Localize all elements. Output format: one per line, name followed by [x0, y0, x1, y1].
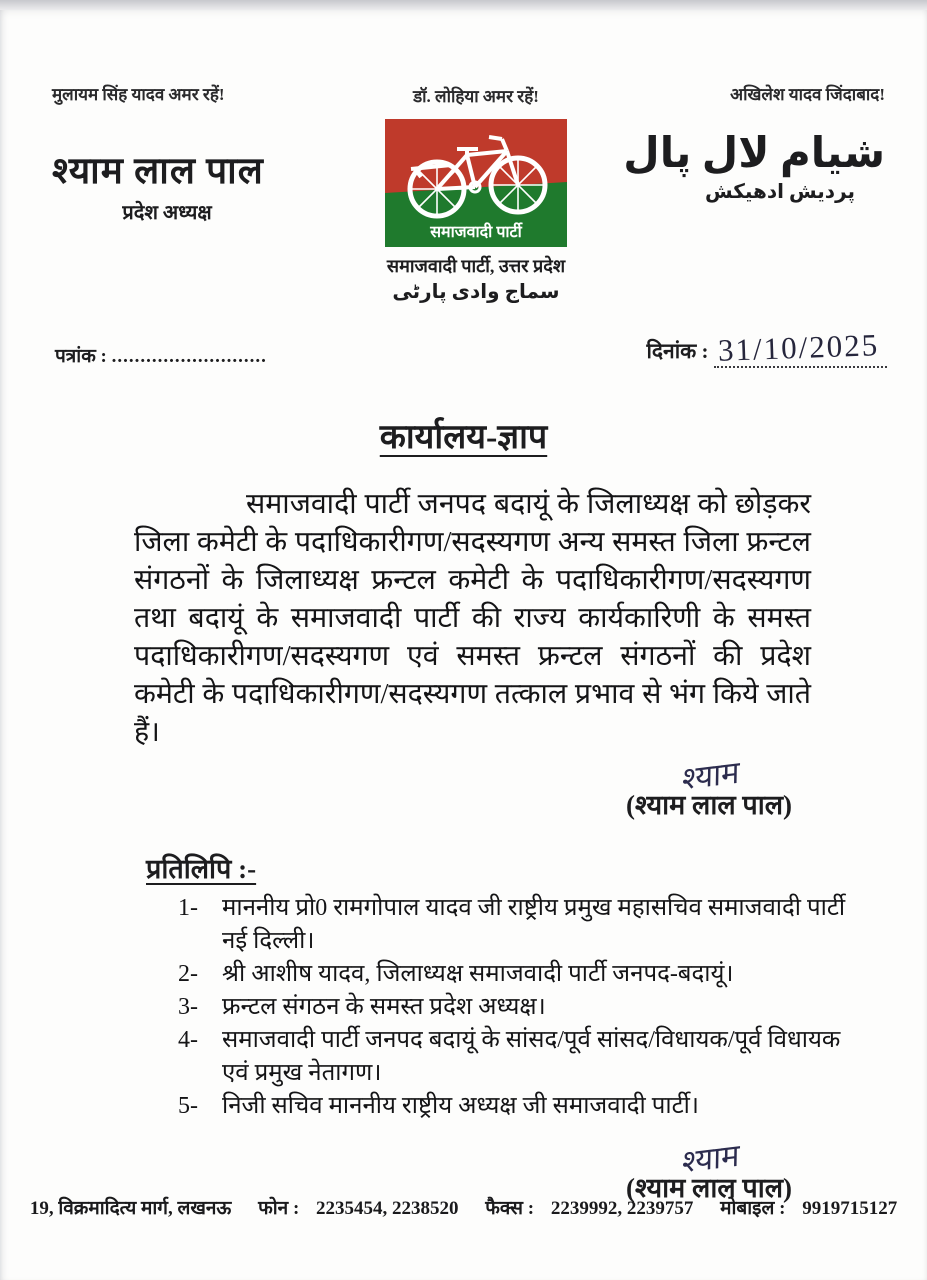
- date-underline: [714, 327, 887, 368]
- party-flag-logo: [385, 119, 567, 247]
- footer-mobile-number: 9919715127: [802, 1198, 898, 1219]
- memo-title: कार्यालय-ज्ञाप: [379, 419, 548, 456]
- copy-item-number: 3-: [178, 993, 198, 1020]
- samajwadi-party-flag: [385, 119, 567, 247]
- header-center-column: [351, 82, 601, 304]
- president-designation: प्रदेश अध्यक्ष: [122, 202, 212, 224]
- copy-item-text: श्री आशीष यादव, जिलाध्यक्ष समाजवादी पार्टी जनपद-बदायूं।: [222, 960, 734, 987]
- signature-block-1: [0, 754, 792, 821]
- copy-item-text: निजी सचिव माननीय राष्ट्रीय अध्यक्ष जी समाजवादी पार्टी।: [222, 1092, 699, 1119]
- meta-row: [0, 327, 927, 368]
- footer-mobile-label: मोबाइल :: [720, 1198, 786, 1219]
- footer-address: 19, विक्रमादित्य मार्ग, लखनऊ: [29, 1198, 232, 1219]
- copies-heading: प्रतिलिपि :-: [146, 853, 257, 884]
- copy-item-text: माननीय प्रो0 रामगोपाल यादव जी राष्ट्रीय प्रमुख महासचिव समाजवादी पार्टी नई दिल्ली।: [222, 894, 846, 954]
- header-left-column: [52, 82, 332, 304]
- slogan-right: अखिलेश यादव जिंदाबाद!: [730, 85, 885, 104]
- header-right-column: [620, 82, 885, 304]
- president-name-urdu: شیام لال پال: [623, 131, 885, 177]
- copy-item: [178, 892, 870, 958]
- copy-item-text: समाजवादी पार्टी जनपद बदायूं के सांसद/पूर्व सांसद/विधायक/पूर्व विधायक एवं प्रमुख नेतागण।: [222, 1026, 841, 1086]
- footer-fax-numbers: 2239992, 2239757: [550, 1198, 694, 1219]
- copies-section: [146, 849, 927, 1123]
- footer-fax-label: फैक्स :: [485, 1198, 535, 1219]
- slogan-left: मुलायम सिंह यादव अमर रहें!: [52, 85, 225, 104]
- letterhead-header: [0, 0, 927, 304]
- footer-contact-line: [0, 1194, 927, 1220]
- memo-body: समाजवादी पार्टी जनपद बदायूं के जिलाध्यक्ष को छोड़कर जिला कमेटी के पदाधिकारीगण/सदस्यगण अन्य समस्त जिला फ्रन्टल संगठनों के जिलाध्यक्ष फ्रन्टल कमेटी के पदाधिकारीगण/सदस्यगण तथा बदायूं के समाजवादी पार्टी की राज्य कार्यकारिणी के समस्त पदाधिकारीगण/सदस्यगण एवं समस्त फ्रन्टल संगठनों की प्रदेश कमेटी के पदाधिकारीगण/सदस्यगण तत्काल प्रभाव से भंग किये जाते हैं।: [134, 489, 811, 748]
- letter-number-dots: ...........................: [111, 346, 267, 367]
- copy-item: [178, 1090, 870, 1123]
- slogan-center: डॉ. लोहिया अमर रहें!: [413, 87, 539, 106]
- copy-item: [178, 958, 870, 991]
- copies-list: [146, 892, 927, 1123]
- president-designation-urdu: پردیش ادھیکش: [704, 181, 856, 204]
- party-name-urdu: سماج وادی پارٹی: [392, 281, 560, 303]
- signature-handwritten-1: श्याम: [682, 754, 741, 797]
- signatory-name-1: (श्याम लाल पाल): [626, 790, 792, 820]
- letter-number-block: [55, 342, 267, 368]
- copy-item: [178, 1024, 870, 1090]
- date-value-handwritten: 31/10/2025: [717, 327, 880, 368]
- signatory-name-2: (श्याम लाल पाल): [626, 1172, 792, 1203]
- flag-party-name: समाजवादी पार्टी: [430, 224, 522, 241]
- footer-phone-numbers: 2235454, 2238520: [316, 1198, 459, 1219]
- copy-item-number: 2-: [178, 960, 198, 987]
- copy-item-number: 5-: [178, 1092, 198, 1119]
- signature-handwritten-2: श्याम: [682, 1137, 741, 1180]
- copy-item-number: 1-: [178, 894, 198, 921]
- copy-item-number: 4-: [178, 1026, 198, 1053]
- scan-edge-artifact: [0, 0, 927, 10]
- footer-phone-label: फोन :: [258, 1198, 300, 1219]
- copy-item: [178, 991, 870, 1024]
- president-name: श्याम लाल पाल: [52, 151, 264, 192]
- letter-number-label: पत्रांक :: [55, 346, 107, 367]
- party-name-hindi: समाजवादी पार्टी, उत्तर प्रदेश: [386, 256, 566, 276]
- date-block: [646, 327, 887, 368]
- date-label: दिनांक :: [646, 339, 709, 363]
- copy-item-text: फ्रन्टल संगठन के समस्त प्रदेश अध्यक्ष।: [222, 993, 546, 1020]
